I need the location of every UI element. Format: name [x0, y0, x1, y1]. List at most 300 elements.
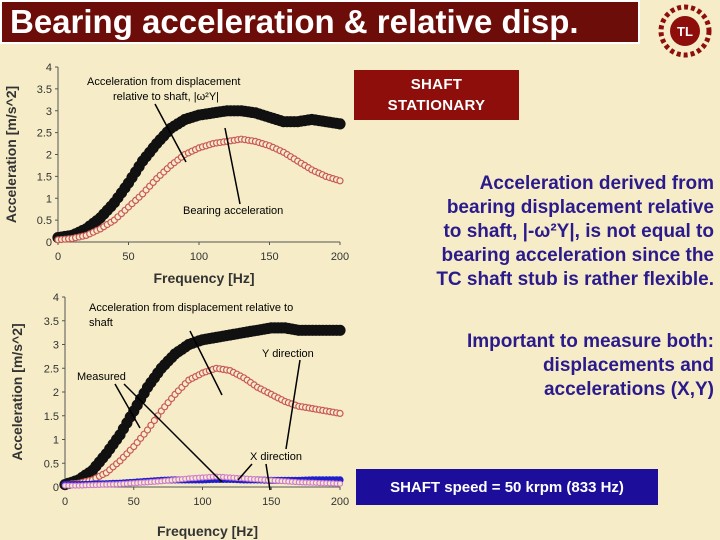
- data-point: [80, 233, 86, 239]
- data-point: [159, 131, 169, 141]
- data-point: [284, 152, 290, 158]
- data-point: [65, 481, 71, 487]
- data-point: [84, 468, 94, 478]
- data-point: [90, 483, 95, 488]
- data-point: [159, 479, 164, 484]
- data-point: [170, 349, 180, 359]
- data-point: [328, 325, 338, 335]
- data-point: [76, 480, 82, 486]
- data-point: [157, 172, 163, 178]
- data-point: [323, 477, 329, 483]
- data-point: [125, 412, 135, 422]
- data-point: [190, 476, 195, 481]
- data-point: [323, 408, 329, 414]
- data-point: [310, 406, 316, 412]
- data-point: [165, 400, 171, 406]
- data-point: [145, 480, 150, 485]
- data-point: [220, 366, 226, 372]
- data-point: [208, 108, 218, 118]
- data-point: [324, 117, 334, 127]
- y-axis-label: Acceleration [m/s^2]: [9, 323, 25, 461]
- data-point: [172, 391, 178, 397]
- data-point: [76, 482, 82, 488]
- data-point: [180, 115, 190, 125]
- data-point: [201, 109, 211, 119]
- data-point: [313, 480, 318, 485]
- data-point: [198, 335, 208, 345]
- data-point: [206, 368, 212, 374]
- data-point: [178, 154, 184, 160]
- data-point: [158, 408, 164, 414]
- data-point: [124, 480, 130, 486]
- data-point: [114, 480, 120, 486]
- data-point: [145, 427, 151, 433]
- data-point: [261, 477, 267, 483]
- data-point: [198, 110, 208, 120]
- annotation-arrow: [124, 384, 222, 482]
- data-point: [267, 143, 273, 149]
- data-point: [204, 334, 214, 344]
- data-point: [232, 329, 242, 339]
- annotation-measured: Measured: [77, 371, 126, 383]
- data-point: [242, 327, 252, 337]
- data-point: [295, 158, 301, 164]
- data-point: [86, 478, 92, 484]
- data-point: [235, 328, 245, 338]
- data-point: [107, 482, 112, 487]
- x-tick-label: 100: [193, 496, 212, 508]
- data-point: [179, 384, 185, 390]
- data-point: [155, 413, 161, 419]
- data-point: [279, 397, 285, 403]
- data-point: [308, 325, 318, 335]
- annotation-arrow: [238, 464, 252, 480]
- data-point: [191, 111, 201, 121]
- data-point: [148, 480, 153, 485]
- data-point: [226, 106, 236, 116]
- data-point: [279, 479, 284, 484]
- annotation-derived: Acceleration from displacement relative to: [89, 302, 294, 314]
- data-point: [69, 483, 74, 488]
- explanation-line: TC shaft stub is rather flexible.: [436, 269, 714, 290]
- data-point: [331, 481, 336, 486]
- data-point: [97, 482, 102, 487]
- data-point: [131, 167, 141, 177]
- data-point: [302, 162, 308, 168]
- data-point: [155, 479, 160, 484]
- annotation-x-direction: X direction: [250, 451, 302, 463]
- data-point: [265, 112, 275, 122]
- data-point: [234, 476, 239, 481]
- data-point: [221, 475, 226, 480]
- data-point: [280, 323, 290, 333]
- data-point: [266, 323, 276, 333]
- data-point: [325, 325, 335, 335]
- data-point: [148, 422, 154, 428]
- y-tick-label: 0: [45, 237, 52, 249]
- annotation-derived: shaft: [89, 317, 113, 329]
- data-point: [133, 197, 139, 203]
- data-point: [67, 477, 77, 487]
- data-point: [321, 117, 331, 127]
- data-point: [285, 400, 291, 406]
- data-point: [217, 140, 223, 146]
- data-point: [95, 213, 105, 223]
- y-tick-label: 3.5: [43, 315, 59, 328]
- data-point: [196, 372, 202, 378]
- x-axis-label: Frequency [Hz]: [156, 523, 259, 539]
- data-point: [124, 178, 134, 188]
- data-point: [255, 384, 261, 390]
- data-point: [310, 115, 320, 125]
- data-point: [227, 368, 233, 374]
- data-point: [152, 139, 162, 149]
- y-tick-label: 2.5: [36, 127, 52, 140]
- data-point: [258, 477, 264, 483]
- data-point: [165, 477, 171, 483]
- data-point: [104, 482, 109, 487]
- data-point: [241, 375, 247, 381]
- data-point: [214, 474, 219, 479]
- data-point: [200, 477, 206, 483]
- data-point: [136, 394, 146, 404]
- data-point: [111, 482, 116, 487]
- data-point: [118, 482, 123, 487]
- data-point: [317, 481, 322, 486]
- data-point: [134, 162, 144, 172]
- x-tick-label: 100: [189, 251, 209, 263]
- data-point: [85, 221, 95, 231]
- data-point: [186, 477, 192, 483]
- data-point: [328, 118, 338, 128]
- data-point: [205, 109, 215, 119]
- data-point: [93, 483, 98, 488]
- data-point: [247, 107, 257, 117]
- data-point: [162, 478, 167, 483]
- importance-line: Important to measure both:: [466, 331, 714, 352]
- data-point: [334, 477, 340, 483]
- data-point: [303, 404, 309, 410]
- data-point: [213, 476, 219, 482]
- data-point: [96, 473, 102, 479]
- shaft-label: SHAFT STATIONARY: [387, 76, 486, 114]
- data-point: [93, 475, 99, 481]
- data-point: [207, 142, 213, 148]
- data-point: [72, 482, 78, 488]
- data-point: [313, 477, 319, 483]
- data-point: [286, 479, 291, 484]
- data-point: [230, 369, 236, 375]
- data-point: [88, 218, 98, 228]
- data-point: [120, 454, 126, 460]
- data-point: [193, 147, 199, 153]
- data-point: [83, 232, 89, 238]
- data-point: [183, 113, 193, 123]
- data-point: [314, 325, 324, 335]
- data-point: [146, 378, 156, 388]
- annotation-arrow: [266, 464, 270, 490]
- data-point: [182, 381, 188, 387]
- data-point: [138, 435, 144, 441]
- data-point: [207, 475, 212, 480]
- data-point: [127, 447, 133, 453]
- data-point: [74, 227, 84, 237]
- data-point: [110, 464, 116, 470]
- data-point: [120, 183, 130, 193]
- data-point: [173, 477, 178, 482]
- data-point: [275, 116, 285, 126]
- data-point: [337, 477, 343, 483]
- data-point: [73, 483, 78, 488]
- data-point: [103, 470, 109, 476]
- data-point: [66, 236, 72, 242]
- y-tick-label: 0: [52, 482, 59, 494]
- data-point: [78, 226, 88, 236]
- y-tick-label: 2: [45, 149, 52, 162]
- data-point: [224, 138, 230, 144]
- data-point: [179, 477, 184, 482]
- data-point: [217, 474, 222, 479]
- x-tick-label: 50: [127, 496, 140, 508]
- data-point: [289, 117, 299, 127]
- data-point: [168, 162, 174, 168]
- data-point: [338, 481, 343, 486]
- data-point: [258, 477, 263, 482]
- data-point: [62, 482, 68, 488]
- data-point: [238, 136, 244, 142]
- data-point: [70, 476, 80, 486]
- shaft-speed-label: SHAFT speed = 50 krpm (833 Hz): [390, 478, 624, 496]
- data-point: [303, 480, 308, 485]
- data-point: [74, 475, 84, 485]
- data-point: [265, 477, 271, 483]
- data-point: [293, 480, 298, 485]
- data-point: [90, 229, 96, 235]
- data-point: [335, 325, 345, 335]
- data-point: [297, 325, 307, 335]
- annotation-arrow: [286, 360, 300, 449]
- data-point: [330, 409, 336, 415]
- data-point: [143, 187, 149, 193]
- data-point: [176, 117, 186, 127]
- data-point: [83, 479, 89, 485]
- y-tick-label: 0.5: [43, 458, 59, 471]
- data-point: [141, 431, 147, 437]
- data-point: [93, 481, 99, 487]
- data-point: [203, 143, 209, 149]
- y-tick-label: 1: [52, 434, 59, 447]
- data-point: [127, 173, 137, 183]
- data-point: [148, 478, 154, 484]
- data-point: [296, 477, 302, 483]
- explanation-text: [364, 172, 714, 292]
- data-point: [234, 477, 240, 483]
- data-point: [300, 116, 310, 126]
- data-point: [224, 367, 230, 373]
- data-point: [162, 127, 172, 137]
- data-point: [186, 476, 191, 481]
- data-point: [327, 409, 333, 415]
- data-point: [113, 193, 123, 203]
- x-axis-label: Frequency [Hz]: [153, 270, 255, 286]
- data-point: [251, 382, 257, 388]
- data-point: [175, 388, 181, 394]
- data-point: [76, 234, 82, 240]
- data-point: [289, 477, 295, 483]
- data-point: [161, 169, 167, 175]
- data-point: [255, 477, 261, 483]
- data-point: [106, 202, 116, 212]
- data-point: [337, 410, 343, 416]
- data-point: [102, 205, 112, 215]
- data-point: [246, 326, 256, 336]
- data-point: [67, 230, 77, 240]
- y-tick-label: 4: [45, 62, 52, 74]
- data-point: [173, 347, 183, 357]
- data-point: [252, 477, 257, 482]
- data-point: [143, 382, 153, 392]
- data-point: [176, 477, 181, 482]
- data-point: [272, 477, 278, 483]
- data-point: [263, 142, 269, 148]
- data-point: [210, 366, 216, 372]
- data-point: [117, 480, 123, 486]
- data-point: [314, 116, 324, 126]
- data-point: [193, 477, 199, 483]
- data-point: [281, 149, 287, 155]
- data-point: [193, 374, 199, 380]
- data-point: [175, 477, 181, 483]
- data-point: [307, 480, 312, 485]
- data-point: [131, 479, 137, 485]
- data-point: [265, 390, 271, 396]
- data-point: [142, 480, 147, 485]
- data-point: [248, 380, 254, 386]
- y-tick-label: 1: [45, 193, 52, 206]
- data-point: [289, 479, 294, 484]
- y-tick-label: 4: [52, 292, 59, 304]
- data-point: [320, 481, 325, 486]
- data-point: [229, 106, 239, 116]
- data-point: [69, 482, 75, 488]
- data-point: [211, 332, 221, 342]
- data-point: [210, 477, 216, 483]
- shaft-speed-box: [356, 469, 658, 505]
- data-point: [149, 373, 159, 383]
- data-point: [172, 477, 178, 483]
- series-line: [65, 368, 340, 484]
- data-point: [335, 119, 345, 129]
- data-point: [296, 116, 306, 126]
- data-point: [147, 183, 153, 189]
- data-point: [337, 178, 343, 184]
- data-point: [80, 483, 85, 488]
- data-point: [313, 406, 319, 412]
- data-point: [182, 477, 188, 483]
- data-point: [131, 444, 137, 450]
- data-point: [76, 483, 81, 488]
- series-line: [65, 479, 340, 484]
- data-point: [238, 476, 243, 481]
- data-point: [334, 410, 340, 416]
- data-point: [129, 406, 139, 416]
- data-point: [79, 482, 85, 488]
- logo-text: TL: [677, 24, 693, 39]
- data-point: [166, 478, 171, 483]
- data-point: [296, 403, 302, 409]
- data-point: [124, 451, 130, 457]
- data-point: [153, 368, 163, 378]
- data-point: [261, 388, 267, 394]
- data-point: [330, 176, 336, 182]
- slide-title: Bearing acceleration & relative disp.: [10, 3, 579, 40]
- data-point: [317, 116, 327, 126]
- annotation-arrow: [155, 104, 186, 162]
- data-point: [301, 325, 311, 335]
- data-point: [101, 449, 111, 459]
- data-point: [245, 137, 251, 143]
- data-point: [324, 481, 329, 486]
- data-point: [138, 156, 148, 166]
- data-point: [326, 175, 332, 181]
- data-point: [94, 228, 100, 234]
- data-point: [241, 477, 247, 483]
- data-point: [268, 391, 274, 397]
- shaft-stationary-box: [354, 70, 519, 120]
- data-point: [219, 106, 229, 116]
- data-point: [114, 482, 119, 487]
- data-point: [177, 344, 187, 354]
- data-point: [262, 477, 267, 482]
- data-point: [81, 470, 91, 480]
- data-point: [151, 478, 157, 484]
- data-point: [71, 229, 81, 239]
- data-point: [140, 191, 146, 197]
- data-point: [243, 107, 253, 117]
- data-point: [92, 216, 102, 226]
- data-point: [197, 475, 202, 480]
- data-point: [134, 479, 140, 485]
- data-point: [189, 148, 195, 154]
- data-point: [221, 139, 227, 145]
- data-point: [65, 482, 71, 488]
- x-tick-label: 150: [262, 496, 281, 508]
- data-point: [245, 476, 250, 481]
- data-point: [334, 177, 340, 183]
- data-point: [277, 323, 287, 333]
- data-point: [309, 167, 315, 173]
- data-point: [254, 109, 264, 119]
- data-point: [299, 404, 305, 410]
- y-axis-label: Acceleration [m/s^2]: [3, 85, 19, 224]
- data-point: [124, 481, 129, 486]
- y-tick-label: 1.5: [36, 171, 52, 184]
- data-point: [86, 481, 92, 487]
- data-point: [122, 418, 132, 428]
- data-point: [220, 476, 226, 482]
- data-point: [225, 330, 235, 340]
- data-point: [63, 478, 73, 488]
- data-point: [244, 477, 250, 483]
- data-point: [259, 324, 269, 334]
- data-point: [108, 439, 118, 449]
- data-point: [248, 476, 253, 481]
- data-point: [222, 331, 232, 341]
- data-point: [162, 404, 168, 410]
- data-point: [96, 481, 102, 487]
- data-point: [235, 137, 241, 143]
- y-tick-label: 3: [52, 339, 59, 352]
